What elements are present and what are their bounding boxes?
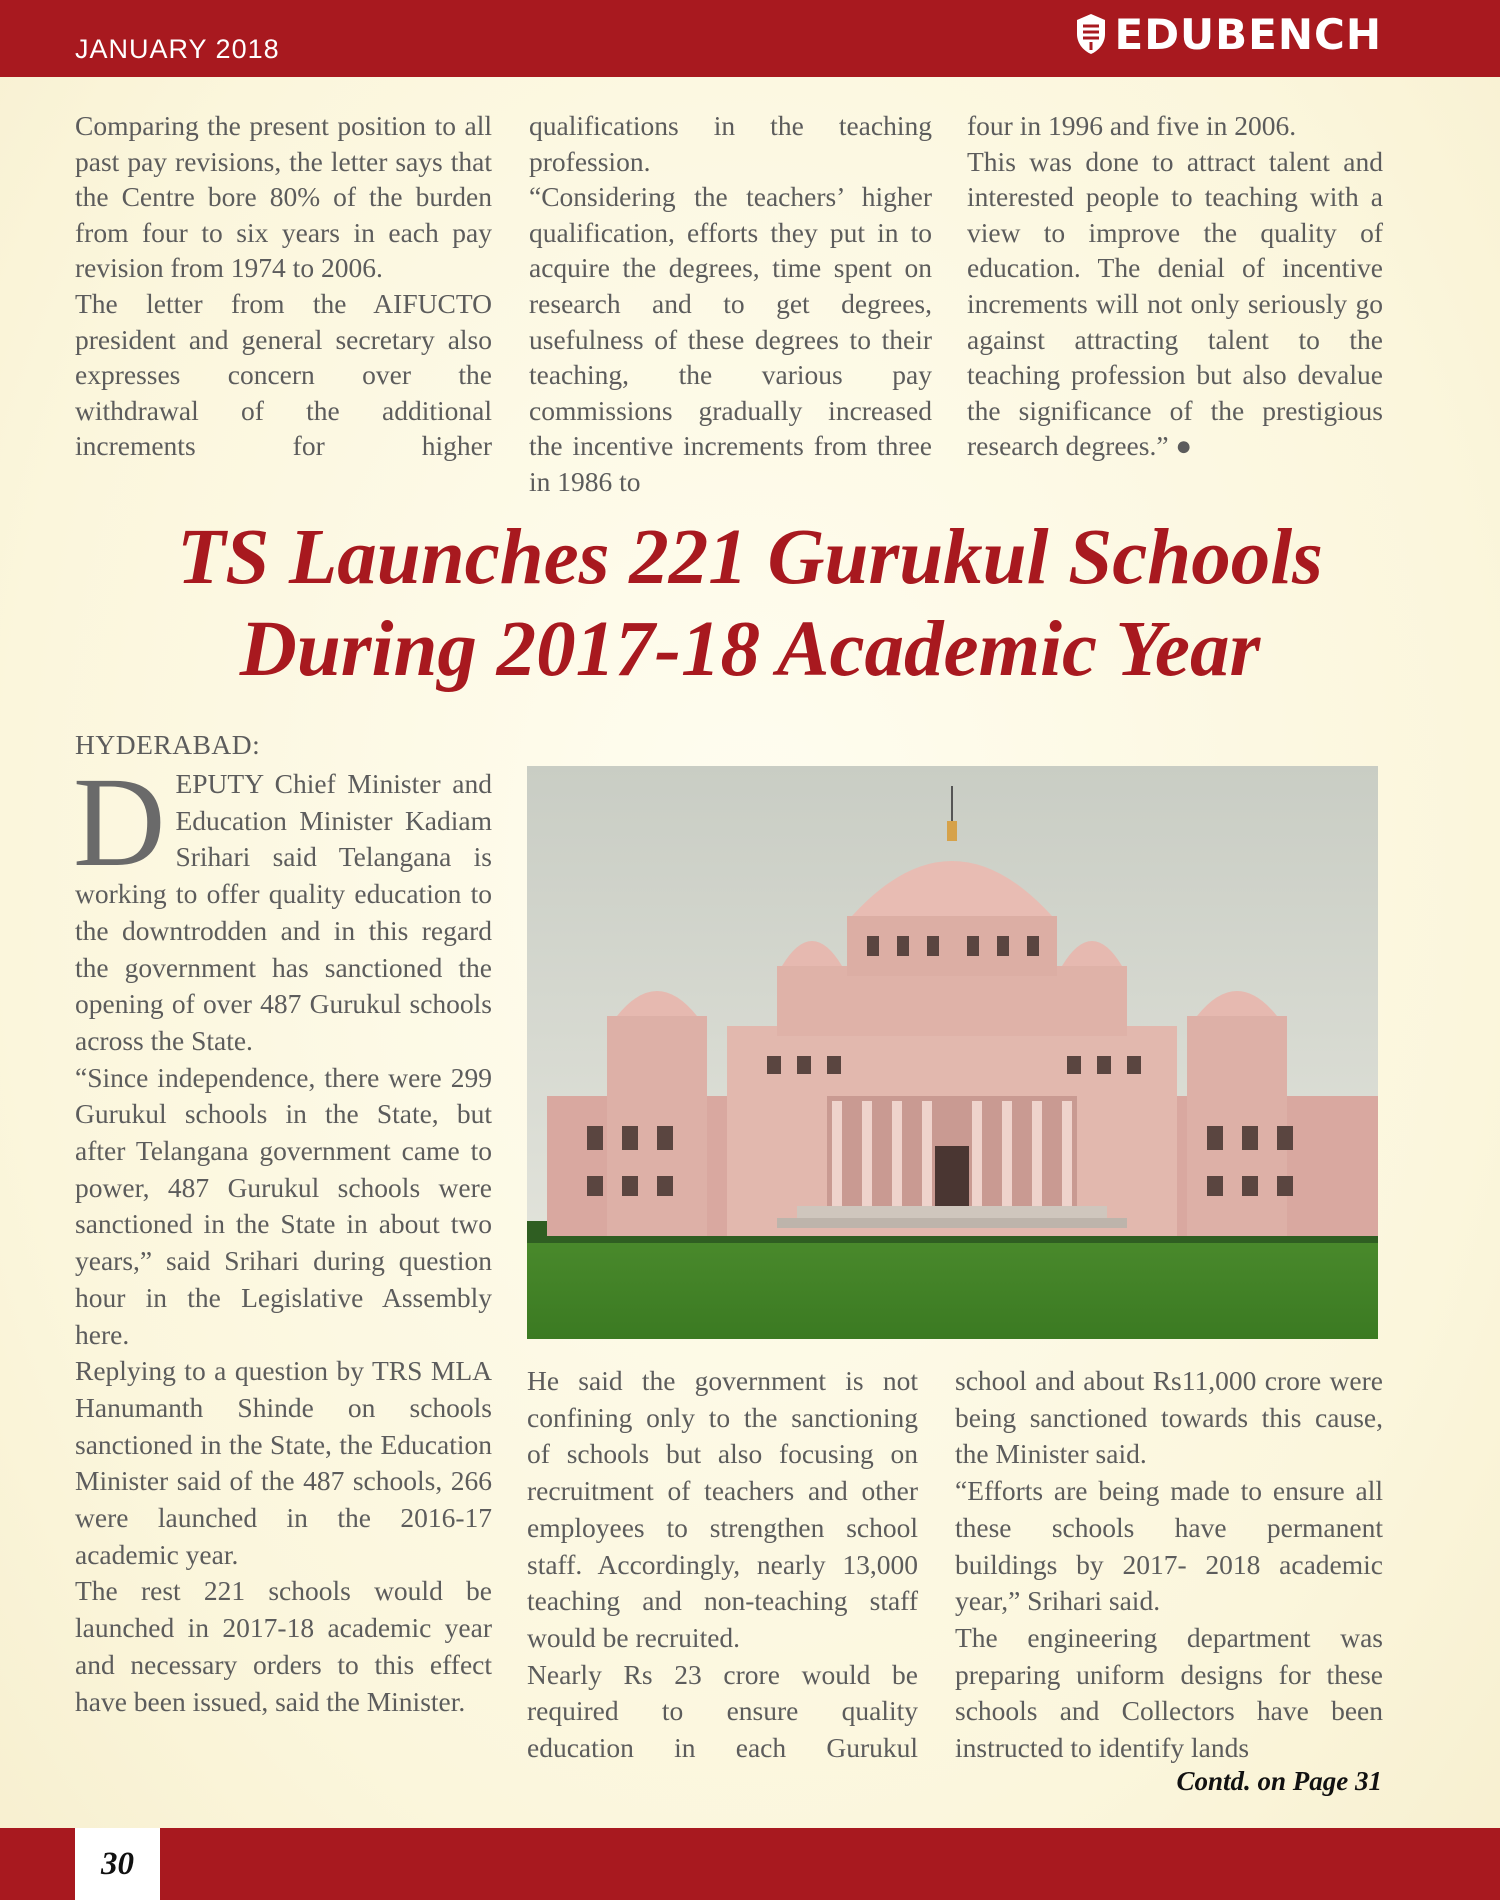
article-headline — [40, 512, 1460, 696]
article-column-1 — [73, 751, 492, 1720]
page-number-box — [75, 1828, 160, 1900]
paragraph: The engineering department was preparing uniform designs for these schools and Collectors have been instructed to identify lands — [955, 1621, 1383, 1764]
paragraph: “Since independence, there were 299 Gurukul schools in the State, but after Telangana government came to power, 487 Gurukul schools were sanctioned in the State in about two years,” said Srihari during question hour in the Legislative Assembly here. — [75, 1061, 492, 1350]
headline-line-1: TS Launches 221 Gurukul Schools — [177, 514, 1323, 601]
prev-article-column-2 — [529, 108, 932, 500]
paragraph: qualifications in the teaching profession. — [529, 110, 932, 177]
paragraph: The letter from the AIFUCTO president and general secretary also expresses concern over the withdrawal of the additional increments for higher — [75, 287, 492, 462]
paragraph: “Efforts are being made to ensure all these schools have permanent buildings by 2017- 2018 academic year,” Srihari said. — [955, 1475, 1383, 1617]
brand-name: EDUBENCH — [1114, 9, 1382, 59]
paragraph: This was done to attract talent and interested people to teaching with a view to improve the quality of education. The denial of incentive increments will not only seriously go against attracting talent to the teaching profession but also devalue the significance of the prestigious research degrees.” ● — [967, 145, 1383, 462]
paragraph: Replying to a question by TRS MLA Hanumanth Shinde on schools sanctioned in the State, the Education Minister said of the 487 schools, 266 were launched in the 2016-17 academic year. — [75, 1355, 492, 1570]
paragraph-text: EPUTY Chief Minister and Education Minister Kadiam Srihari said Telangana is working to offer quality education to the downtrodden and in this regard the government has sanctioned the opening of over 487 Gurukul schools across the State. — [75, 768, 492, 1056]
prev-article-column-3 — [967, 108, 1383, 464]
brand-logo — [1075, 8, 1383, 60]
footer-bar — [0, 1828, 1500, 1900]
issue-date: JANUARY 2018 — [75, 34, 280, 64]
paragraph: “Considering the teachers’ higher qualification, efforts they put in to acquire the degrees, time spent on research and to get degrees, usefulness of these degrees to their teaching, the various pay commissions gradually increased the incentive increments from three in 1986 to — [529, 181, 932, 497]
paragraph: Comparing the present position to all past pay revisions, the letter says that the Centre bore 80% of the burden from four to six years in each pay revision from 1974 to 2006. — [75, 110, 492, 284]
shield-logo-icon — [1075, 12, 1107, 56]
headline-line-2: During 2017-18 Academic Year — [239, 606, 1261, 693]
prev-article-column-1 — [75, 108, 492, 464]
paragraph — [73, 751, 492, 1060]
paragraph: four in 1996 and five in 2006. — [967, 110, 1297, 141]
page-number: 30 — [101, 1845, 134, 1882]
dateline: HYDERABAD: — [75, 729, 261, 760]
gurukul-building-image — [527, 766, 1378, 1339]
paragraph: He said the government is not confining only to the sanctioning of schools but also focusing on recruitment of teachers and other employees to strengthen school staff. Accordingly, nearly 13,000 teaching and non-teaching staff would be recruited. — [527, 1365, 918, 1653]
article-column-3 — [955, 1363, 1383, 1767]
continued-note: Contd. on Page 31 — [1176, 1766, 1382, 1796]
header-bar — [0, 0, 1500, 77]
paragraph: The rest 221 schools would be launched in 2017-18 academic year and necessary orders to this effect have been issued, said the Minister. — [75, 1575, 492, 1717]
article-column-2 — [527, 1363, 918, 1767]
paragraph: Nearly Rs 23 crore would be required to ensure quality education in each Gurukul — [527, 1658, 918, 1764]
paragraph: school and about Rs11,000 crore were being sanctioned towards this cause, the Minister said. — [955, 1365, 1383, 1470]
drop-cap: D — [73, 751, 166, 893]
building-photo — [527, 766, 1378, 1339]
